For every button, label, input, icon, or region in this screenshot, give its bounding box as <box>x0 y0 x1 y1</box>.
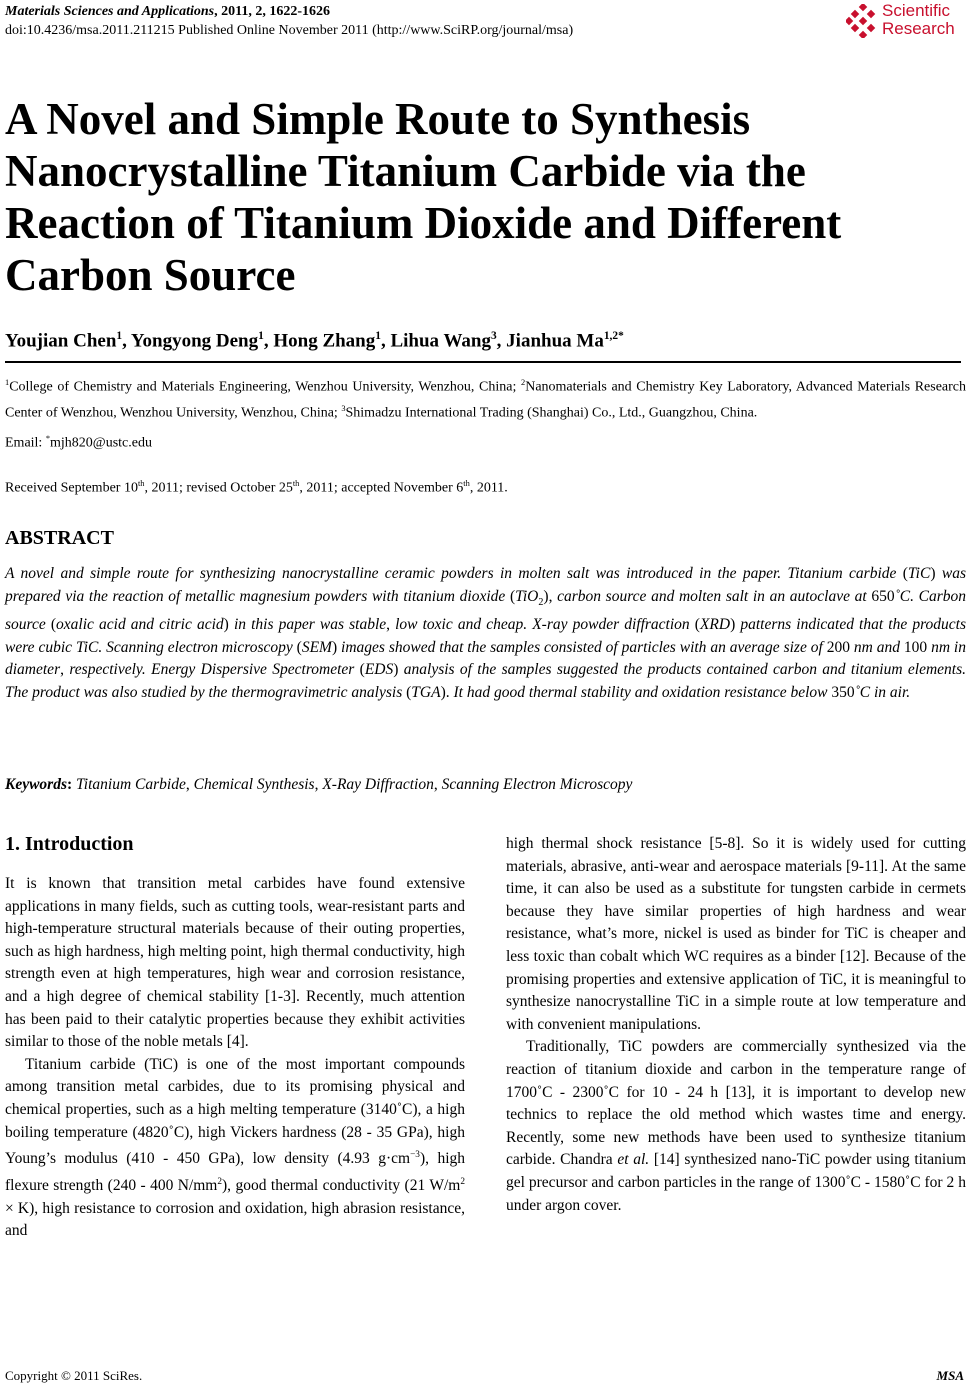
author-affil-sup: 3 <box>490 330 497 342</box>
journal-name: Materials Sciences and Applications <box>5 4 215 19</box>
abstract-run: , <box>60 661 70 679</box>
abstract-run: carbon source and molten salt in an autoclave at <box>557 587 872 605</box>
intro-heading: 1. Introduction <box>5 833 134 855</box>
abstract-run: , <box>386 616 396 634</box>
abstract-run: analysis of the samples suggested the products contained carbon and titanium elements. The product was also studied by the thermogravimetric analysis <box>5 661 966 702</box>
abstract-heading: ABSTRACT <box>5 527 114 549</box>
abstract-run: ). <box>440 684 454 702</box>
abstract-run: ( <box>359 661 365 679</box>
intro-paragraph-2: Titanium carbide (TiC) is one of the most important compounds among transition metal carbides, due to its promising physical and chemical properties, such as a high melting temperature (3140˚C), a high boiling temperature (4820˚C), high Vickers hardness (28 - 35 GPa), high Young’s modulus (410 - 450 GPa), low density (4.93 $g\cdot cm^{-3}$), high flexure strength (240 - 400 $N/mm^2$), good thermal conductivity (21 $W/m^2 \times K$), high resistance to corrosion and oxidation, high abrasion resistance, and <box>5 1055 466 1240</box>
journal-volume: , 2011, 2, 1622-1626 <box>214 4 330 19</box>
abstract-run: ) <box>930 565 942 582</box>
journal-abbr-footer: MSA <box>936 1368 964 1383</box>
author-affil-sup: 1 <box>116 330 123 342</box>
abstract-run: ) <box>393 661 404 679</box>
author-name: Jianhua Ma <box>506 330 604 352</box>
abstract-run: nm and <box>849 638 904 656</box>
keyword: Chemical Synthesis <box>193 776 315 793</box>
abstract-run: ( <box>296 638 302 656</box>
received-dates: Received September 10th, 2011; revised October 25th, 2011; accepted November 6th, 2011. <box>5 479 508 496</box>
paper-title: A Novel and Simple Route to Synthesis Nanocrystalline Titanium Carbide via the Reaction of Titanium Dioxide and Different Carbon Source <box>5 94 842 300</box>
email-address[interactable]: mjh820@ustc.edu <box>50 435 152 451</box>
keyword: X-Ray Diffraction <box>322 776 434 793</box>
author-affil-sup: 1 <box>258 330 264 342</box>
abstract-run: ) <box>223 616 234 634</box>
abstract-run: ( <box>694 616 700 634</box>
abstract-run: ), <box>543 587 558 605</box>
left-column <box>5 873 465 1243</box>
abstract-run: EDS <box>364 661 394 679</box>
author-list: Youjian Chen$^1$, Yongyong Deng$^1$, Hong Zhang$^1$, Lihua Wang$^3$, Jianhua $Ma^{1,2*}$ <box>5 330 624 352</box>
title-divider <box>5 361 961 363</box>
abstract-run: oxalic acid and citric acid <box>56 616 224 634</box>
abstract-run: 2 <box>538 596 544 608</box>
author-name: Hong Zhang <box>273 330 376 352</box>
author-name: Youjian Chen <box>5 330 117 352</box>
abstract-run: patterns indicated that the products were cubic TiC. Scanning electron microscopy <box>5 616 966 656</box>
abstract-run: SEM <box>301 638 332 656</box>
abstract-run: ˚C. Carbon source <box>5 587 967 634</box>
author-affil-sup: 1,2* <box>603 330 624 342</box>
intro-paragraph-1: It is known that transition metal carbides have found extensive applications in many fields, such as cutting tools, wear-resistant parts and high-temperature structural materials because of their outing properties, such as high hardness, high melting point, high thermal conductivity, high strength even at high temperatures, high wear and corrosion resistance, and a high degree of chemical stability [1-3]. Recently, much attention has been paid to their catalytic properties because they exhibit activities similar to those of the noble metals [4]. <box>5 875 465 1051</box>
abstract-run: ) <box>730 616 741 634</box>
abstract-run: in this paper was stable <box>233 616 387 634</box>
author-affil-sup: 1 <box>375 330 381 342</box>
abstract-run: low toxic and cheap. X-ray powder diffraction <box>395 616 695 634</box>
keywords-label: Keywords <box>5 776 67 793</box>
email-line: Email: *mjh820@ustc.edu <box>5 434 152 451</box>
abstract-run: 200 <box>826 638 850 656</box>
abstract-run: It had good thermal stability and oxidation resistance below <box>453 684 832 702</box>
affiliation-2: Nanomaterials and Chemistry Key Laboratory, Advanced Materials Research Center of Wenzhou, Wenzhou University, Wenzhou, China; <box>5 379 966 421</box>
abstract-run: ( <box>509 587 516 605</box>
affiliations: $^1$College of Chemistry and Materials Engineering, Wenzhou University, Wenzhou, China; $^2$Nanomaterials and Chemistry Key Laboratory, Advanced Materials Research Center of Wenzhou, Wenzhou University, Wenzhou, China; $^3$Shimadzu International Trading (Shanghai) Co., Ltd., Guangzhou, China. <box>5 378 966 421</box>
author-name: Yongyong Deng <box>130 330 259 352</box>
scientific-research-logo <box>846 2 966 42</box>
intro-paragraph-3: high thermal shock resistance [5-8]. So it is widely used for cutting materials, abrasive, anti-wear and aerospace materials [9-11]. At the same time, it can also be used as a substitute for tungsten carbide in cermets because they have similar properties of high hardness and wear resistance, what’s more, nickel is used as binder for TiC is cheaper and less toxic than cobalt which WC requires as a binder [12]. Because of the promising properties and extensive application of TiC, it is meaningful to synthesize nanocrystalline TiC in a simple route at low temperature and with convenient manipulations. <box>506 835 966 1033</box>
abstract-run: TGA <box>411 684 441 702</box>
logo-mark-icon <box>846 4 880 38</box>
abstract-body <box>5 563 966 705</box>
keyword: Scanning Electron Microscopy <box>441 776 633 793</box>
abstract-run: was prepared via the reaction of metallic magnesium powders with titanium dioxide <box>5 565 966 605</box>
abstract-run: ( <box>902 565 908 582</box>
abstract-run: XRD <box>699 616 731 634</box>
abstract-run: ( <box>406 684 412 702</box>
abstract-run: TiO <box>515 587 539 605</box>
affiliation-1: College of Chemistry and Materials Engineering, Wenzhou University, Wenzhou, China; <box>9 379 522 395</box>
logo-line-2: Research <box>882 19 955 38</box>
keyword: Titanium Carbide <box>76 776 186 793</box>
abstract-run: ) <box>331 638 342 656</box>
abstract-run: respectively. Energy Dispersive Spectrometer <box>69 661 360 679</box>
doi-line: doi:10.4236/msa.2011.211215 Published Online November 2011 (http://www.SciRP.org/journal/msa) <box>5 23 574 38</box>
abstract-run: ( <box>50 616 57 634</box>
logo-text <box>882 2 955 38</box>
affiliation-3: Shimadzu International Trading (Shanghai) Co., Ltd., Guangzhou, China. <box>345 405 758 421</box>
abstract-run: nm in diameter <box>5 638 966 679</box>
abstract-run: 350 <box>831 684 855 702</box>
abstract-run: images showed that the samples consisted of particles with an average size of <box>341 638 827 656</box>
intro-paragraph-4: Traditionally, TiC powders are commercially synthesized via the reaction of titanium dioxide and carbon in the temperature range of 1700˚C - 2300˚C for 10 - 24 h [13], it is important to develop new technics to replace the old method which wastes time and energy. Recently, some new methods have been used to synthesize titanium carbide. Chandra et al. [14] synthesized nano-TiC powder using titanium gel precursor and carbon particles in the range of 1300˚C - 1580˚C for 2 h under argon cover. <box>506 1038 966 1214</box>
abstract-run: A novel and simple route for synthesizing nanocrystalline ceramic powders in molten salt was introduced in the paper. Titanium carbide <box>5 565 903 582</box>
logo-line-1: Scientific <box>882 1 951 20</box>
abstract-run: 650 <box>871 587 895 605</box>
author-name: Lihua Wang <box>390 330 491 352</box>
journal-citation <box>5 4 330 20</box>
keywords-line: Keywords: Titanium Carbide, Chemical Synthesis, X-Ray Diffraction, Scanning Electron Microscopy <box>5 776 633 793</box>
abstract-run: TiC <box>907 565 931 582</box>
abstract-run: ˚C in air. <box>854 684 911 702</box>
right-column <box>506 833 966 1217</box>
copyright-footer: Copyright © 2011 SciRes. <box>5 1368 143 1383</box>
abstract-run: 100 <box>903 638 928 656</box>
